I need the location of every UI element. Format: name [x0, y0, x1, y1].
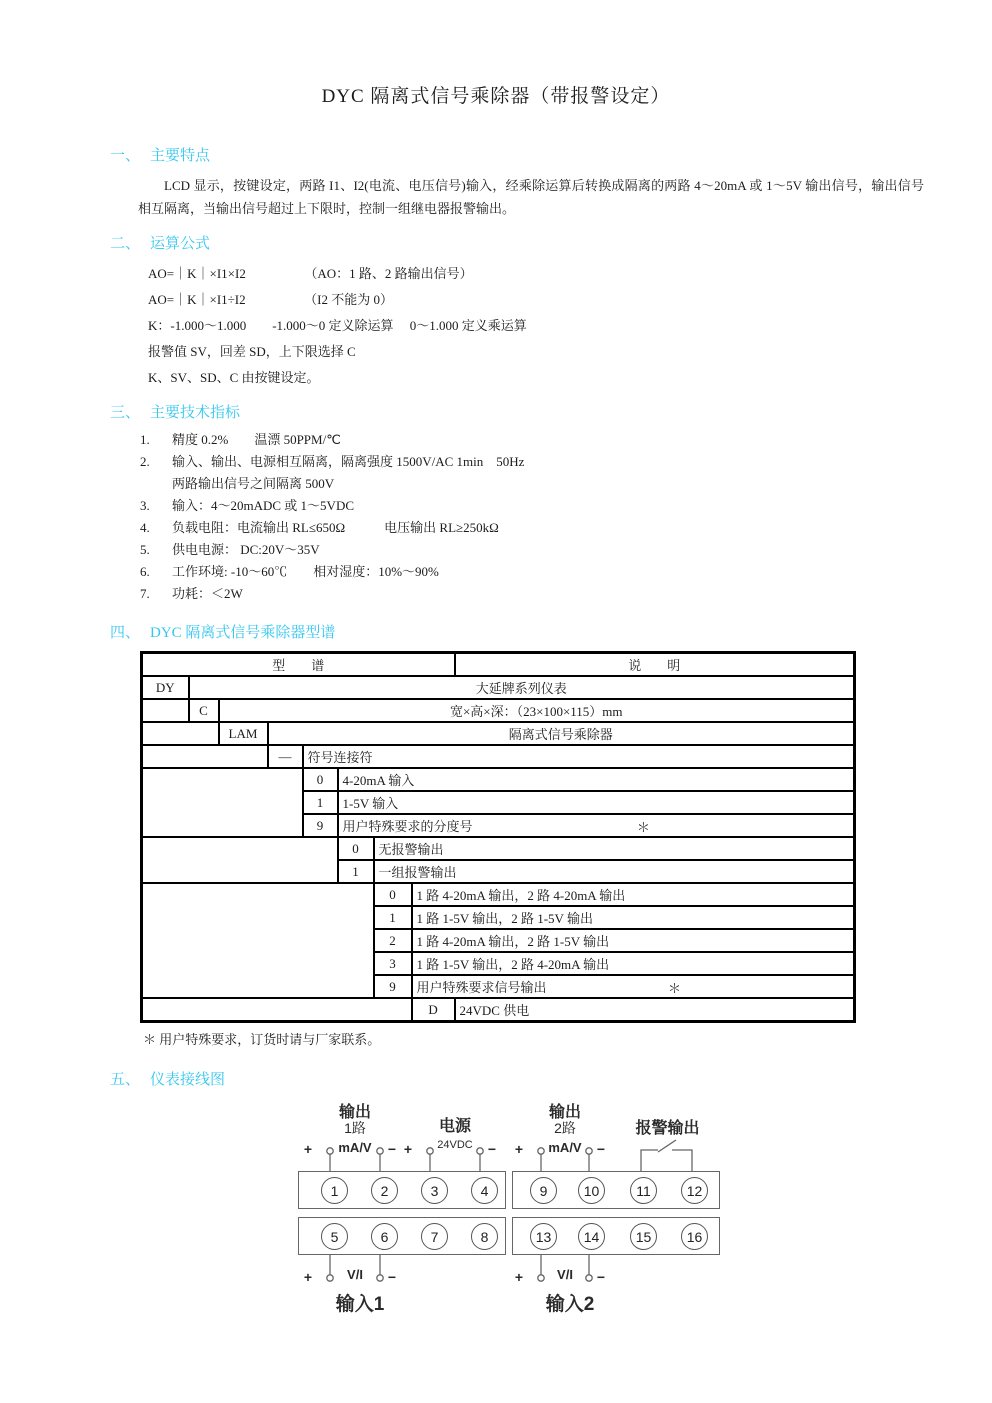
features-paragraph: LCD 显示，按键设定，两路 I1、I2(电流、电压信号)输入，经乘除运算后转换成隔离的两路 4～20mA 或 1～5V 输出信号，输出信号相互隔离，当输出信号超过上下限时，控制一组继电器报警输出。 [138, 178, 924, 216]
power-minus-sign: − [487, 1141, 497, 1157]
terminal-block-top-right [512, 1171, 720, 1209]
spec-item [140, 539, 992, 561]
code-cell: 0 [374, 883, 412, 906]
header-description: 说 明 [455, 653, 855, 677]
terminal-block-bottom-right [512, 1217, 720, 1255]
spec-item-text: 功耗：＜2W [172, 586, 243, 601]
input2-plus-sign: + [514, 1269, 524, 1285]
table-row [142, 837, 855, 860]
table-row [142, 768, 855, 791]
spec-item [140, 429, 992, 451]
section-1-title: 主要特点 [150, 148, 211, 164]
section-1-heading [110, 146, 992, 167]
table-header-row [142, 653, 855, 677]
spec-item-number: 3. [140, 498, 150, 513]
section-2-heading [110, 234, 992, 255]
formula-line: AO=｜K｜×I1×I2 （AO：1 路、2 路输出信号） [148, 266, 473, 281]
desc-text: 用户特殊要求的分度号 [342, 819, 473, 834]
terminal-5: 5 [321, 1223, 348, 1250]
table-row [142, 722, 855, 745]
terminal-7: 7 [421, 1223, 448, 1250]
output2-minus-sign: − [596, 1141, 606, 1157]
desc-cell: 1 路 1-5V 输出，2 路 4-20mA 输出 [412, 952, 855, 975]
output2-signal-label: mA/V [548, 1140, 582, 1155]
terminal-4: 4 [471, 1177, 498, 1204]
desc-cell [412, 975, 855, 998]
terminal-3: 3 [421, 1177, 448, 1204]
output2-plus-sign: + [514, 1141, 524, 1157]
formula-block [148, 261, 992, 391]
spec-item [140, 451, 992, 473]
code-cell: LAM [219, 722, 268, 745]
terminal-9: 9 [530, 1177, 557, 1204]
formula-line: 报警值 SV，回差 SD，上下限选择 C [148, 344, 356, 359]
table-row [142, 745, 855, 768]
spec-item-number: 2. [140, 454, 150, 469]
desc-cell: 符号连接符 [303, 745, 855, 768]
code-cell: 1 [374, 906, 412, 929]
spec-item-number: 7. [140, 586, 150, 601]
section-3-title: 主要技术指标 [150, 405, 241, 421]
power-label: 电源 [438, 1118, 471, 1135]
power-voltage-label: 24VDC [437, 1139, 473, 1151]
code-cell: DY [142, 676, 189, 699]
spacer-cell [142, 699, 189, 722]
desc-cell: 无报警输出 [374, 837, 855, 860]
code-cell: 3 [374, 952, 412, 975]
terminal-14: 14 [578, 1223, 605, 1250]
power-plus-sign: + [403, 1141, 413, 1157]
desc-cell: 宽×高×深：（23×100×115）mm [219, 699, 855, 722]
terminal-6: 6 [371, 1223, 398, 1250]
output1-channel-label: 1路 [344, 1120, 366, 1136]
spacer-cell [142, 745, 268, 768]
table-row [142, 676, 855, 699]
input1-signal-label: V/I [347, 1267, 363, 1282]
spec-item-text: 输入、输出、电源相互隔离，隔离强度 1500V/AC 1min 50Hz [172, 454, 525, 469]
terminal-1: 1 [321, 1177, 348, 1204]
spec-item-number: 4. [140, 520, 150, 535]
output1-label: 输出 [338, 1104, 371, 1121]
code-cell: 9 [303, 814, 338, 837]
input1-label: 输入1 [335, 1294, 385, 1315]
formula-line: K、SV、SD、C 由按键设定。 [148, 370, 320, 385]
output2-channel-label: 2路 [554, 1120, 576, 1136]
desc-cell: 1 路 4-20mA 输出，2 路 1-5V 输出 [412, 929, 855, 952]
spec-item [140, 561, 992, 583]
desc-cell: 1 路 4-20mA 输出，2 路 4-20mA 输出 [412, 883, 855, 906]
alarm-output-label: 报警输出 [635, 1120, 700, 1137]
spacer-cell [142, 722, 219, 745]
spec-item [140, 495, 992, 517]
code-cell: C [189, 699, 219, 722]
spec-item-number: 5. [140, 542, 150, 557]
desc-cell: 1 路 1-5V 输出，2 路 1-5V 输出 [412, 906, 855, 929]
header-model-spectrum: 型 谱 [142, 653, 455, 677]
model-spectrum-table [140, 651, 856, 1023]
terminal-8: 8 [471, 1223, 498, 1250]
section-4-heading [110, 623, 992, 644]
spec-item-text: 供电电源： DC:20V～35V [172, 542, 320, 557]
table-row [142, 883, 855, 906]
code-cell: — [268, 745, 303, 768]
spec-item [140, 583, 992, 605]
desc-cell: 1-5V 输入 [338, 791, 855, 814]
code-cell: 9 [374, 975, 412, 998]
spacer-cell [142, 768, 303, 837]
table-row [142, 998, 855, 1022]
terminal-12: 12 [681, 1177, 708, 1204]
desc-cell: 4-20mA 输入 [338, 768, 855, 791]
spec-item-number: 6. [140, 564, 150, 579]
code-cell: D [412, 998, 455, 1022]
spacer-cell [142, 837, 338, 883]
desc-cell: 隔离式信号乘除器 [268, 722, 855, 745]
output1-plus-sign: + [303, 1141, 313, 1157]
spacer-cell [142, 998, 412, 1022]
code-cell: 0 [303, 768, 338, 791]
spec-item-text: 精度 0.2% 温漂 50PPM/℃ [172, 432, 341, 447]
footnote-star: ＊ [636, 820, 650, 835]
terminal-16: 16 [681, 1223, 708, 1250]
output2-label: 输出 [548, 1104, 581, 1121]
output1-signal-label: mA/V [338, 1140, 372, 1155]
terminal-15: 15 [630, 1223, 657, 1250]
terminal-block-bottom-left [298, 1217, 506, 1255]
page-title: DYC 隔离式信号乘除器（带报警设定） [321, 86, 671, 107]
spec-item-text: 工作环境: -10～60℃ 相对湿度：10%～90% [172, 564, 439, 579]
formula-line: AO=｜K｜×I1÷I2 （I2 不能为 0） [148, 292, 393, 307]
spec-item-continuation: 两路输出信号之间隔离 500V [172, 476, 335, 491]
footnote-star: ＊ [667, 981, 681, 996]
spacer-cell [142, 883, 374, 998]
section-3-heading [110, 403, 992, 424]
code-cell: 0 [338, 837, 374, 860]
spec-item-text: 负载电阻：电流输出 RL≤650Ω 电压输出 RL≥250kΩ [172, 520, 499, 535]
terminal-block-top-left [298, 1171, 506, 1209]
section-4-number: 四、 [110, 625, 141, 641]
output1-minus-sign: − [387, 1141, 397, 1157]
section-4-title: DYC 隔离式信号乘除器型谱 [150, 625, 336, 641]
section-1-number: 一、 [110, 148, 141, 164]
spec-item-number: 1. [140, 432, 150, 447]
code-cell: 2 [374, 929, 412, 952]
terminal-11: 11 [630, 1177, 657, 1204]
desc-cell [338, 814, 855, 837]
spec-item-text: 输入：4～20mADC 或 1～5VDC [172, 498, 355, 513]
table-row [142, 699, 855, 722]
section-2-number: 二、 [110, 236, 141, 252]
input2-minus-sign: − [596, 1269, 606, 1285]
input2-signal-label: V/I [557, 1267, 573, 1282]
spec-item [140, 517, 992, 539]
formula-line: K：-1.000～1.000 -1.000～0 定义除运算 0～1.000 定义乘运算 [148, 318, 527, 333]
section-5-heading [110, 1070, 992, 1091]
terminal-2: 2 [371, 1177, 398, 1204]
desc-cell: 大延牌系列仪表 [189, 676, 855, 699]
terminal-13: 13 [530, 1223, 557, 1250]
desc-cell: 24VDC 供电 [455, 998, 855, 1022]
table-footnote: ＊ 用户特殊要求，订货时请与厂家联系。 [143, 1032, 381, 1047]
section-5-number: 五、 [110, 1072, 141, 1088]
desc-cell: 一组报警输出 [374, 860, 855, 883]
input1-plus-sign: + [303, 1269, 313, 1285]
section-5-title: 仪表接线图 [150, 1072, 226, 1088]
section-3-number: 三、 [110, 405, 141, 421]
terminal-10: 10 [578, 1177, 605, 1204]
wiring-diagram [295, 1099, 731, 1331]
spec-list [140, 429, 992, 605]
input1-minus-sign: − [387, 1269, 397, 1285]
code-cell: 1 [303, 791, 338, 814]
section-2-title: 运算公式 [150, 236, 211, 252]
input2-label: 输入2 [545, 1294, 595, 1315]
code-cell: 1 [338, 860, 374, 883]
desc-text: 用户特殊要求信号输出 [416, 980, 547, 995]
